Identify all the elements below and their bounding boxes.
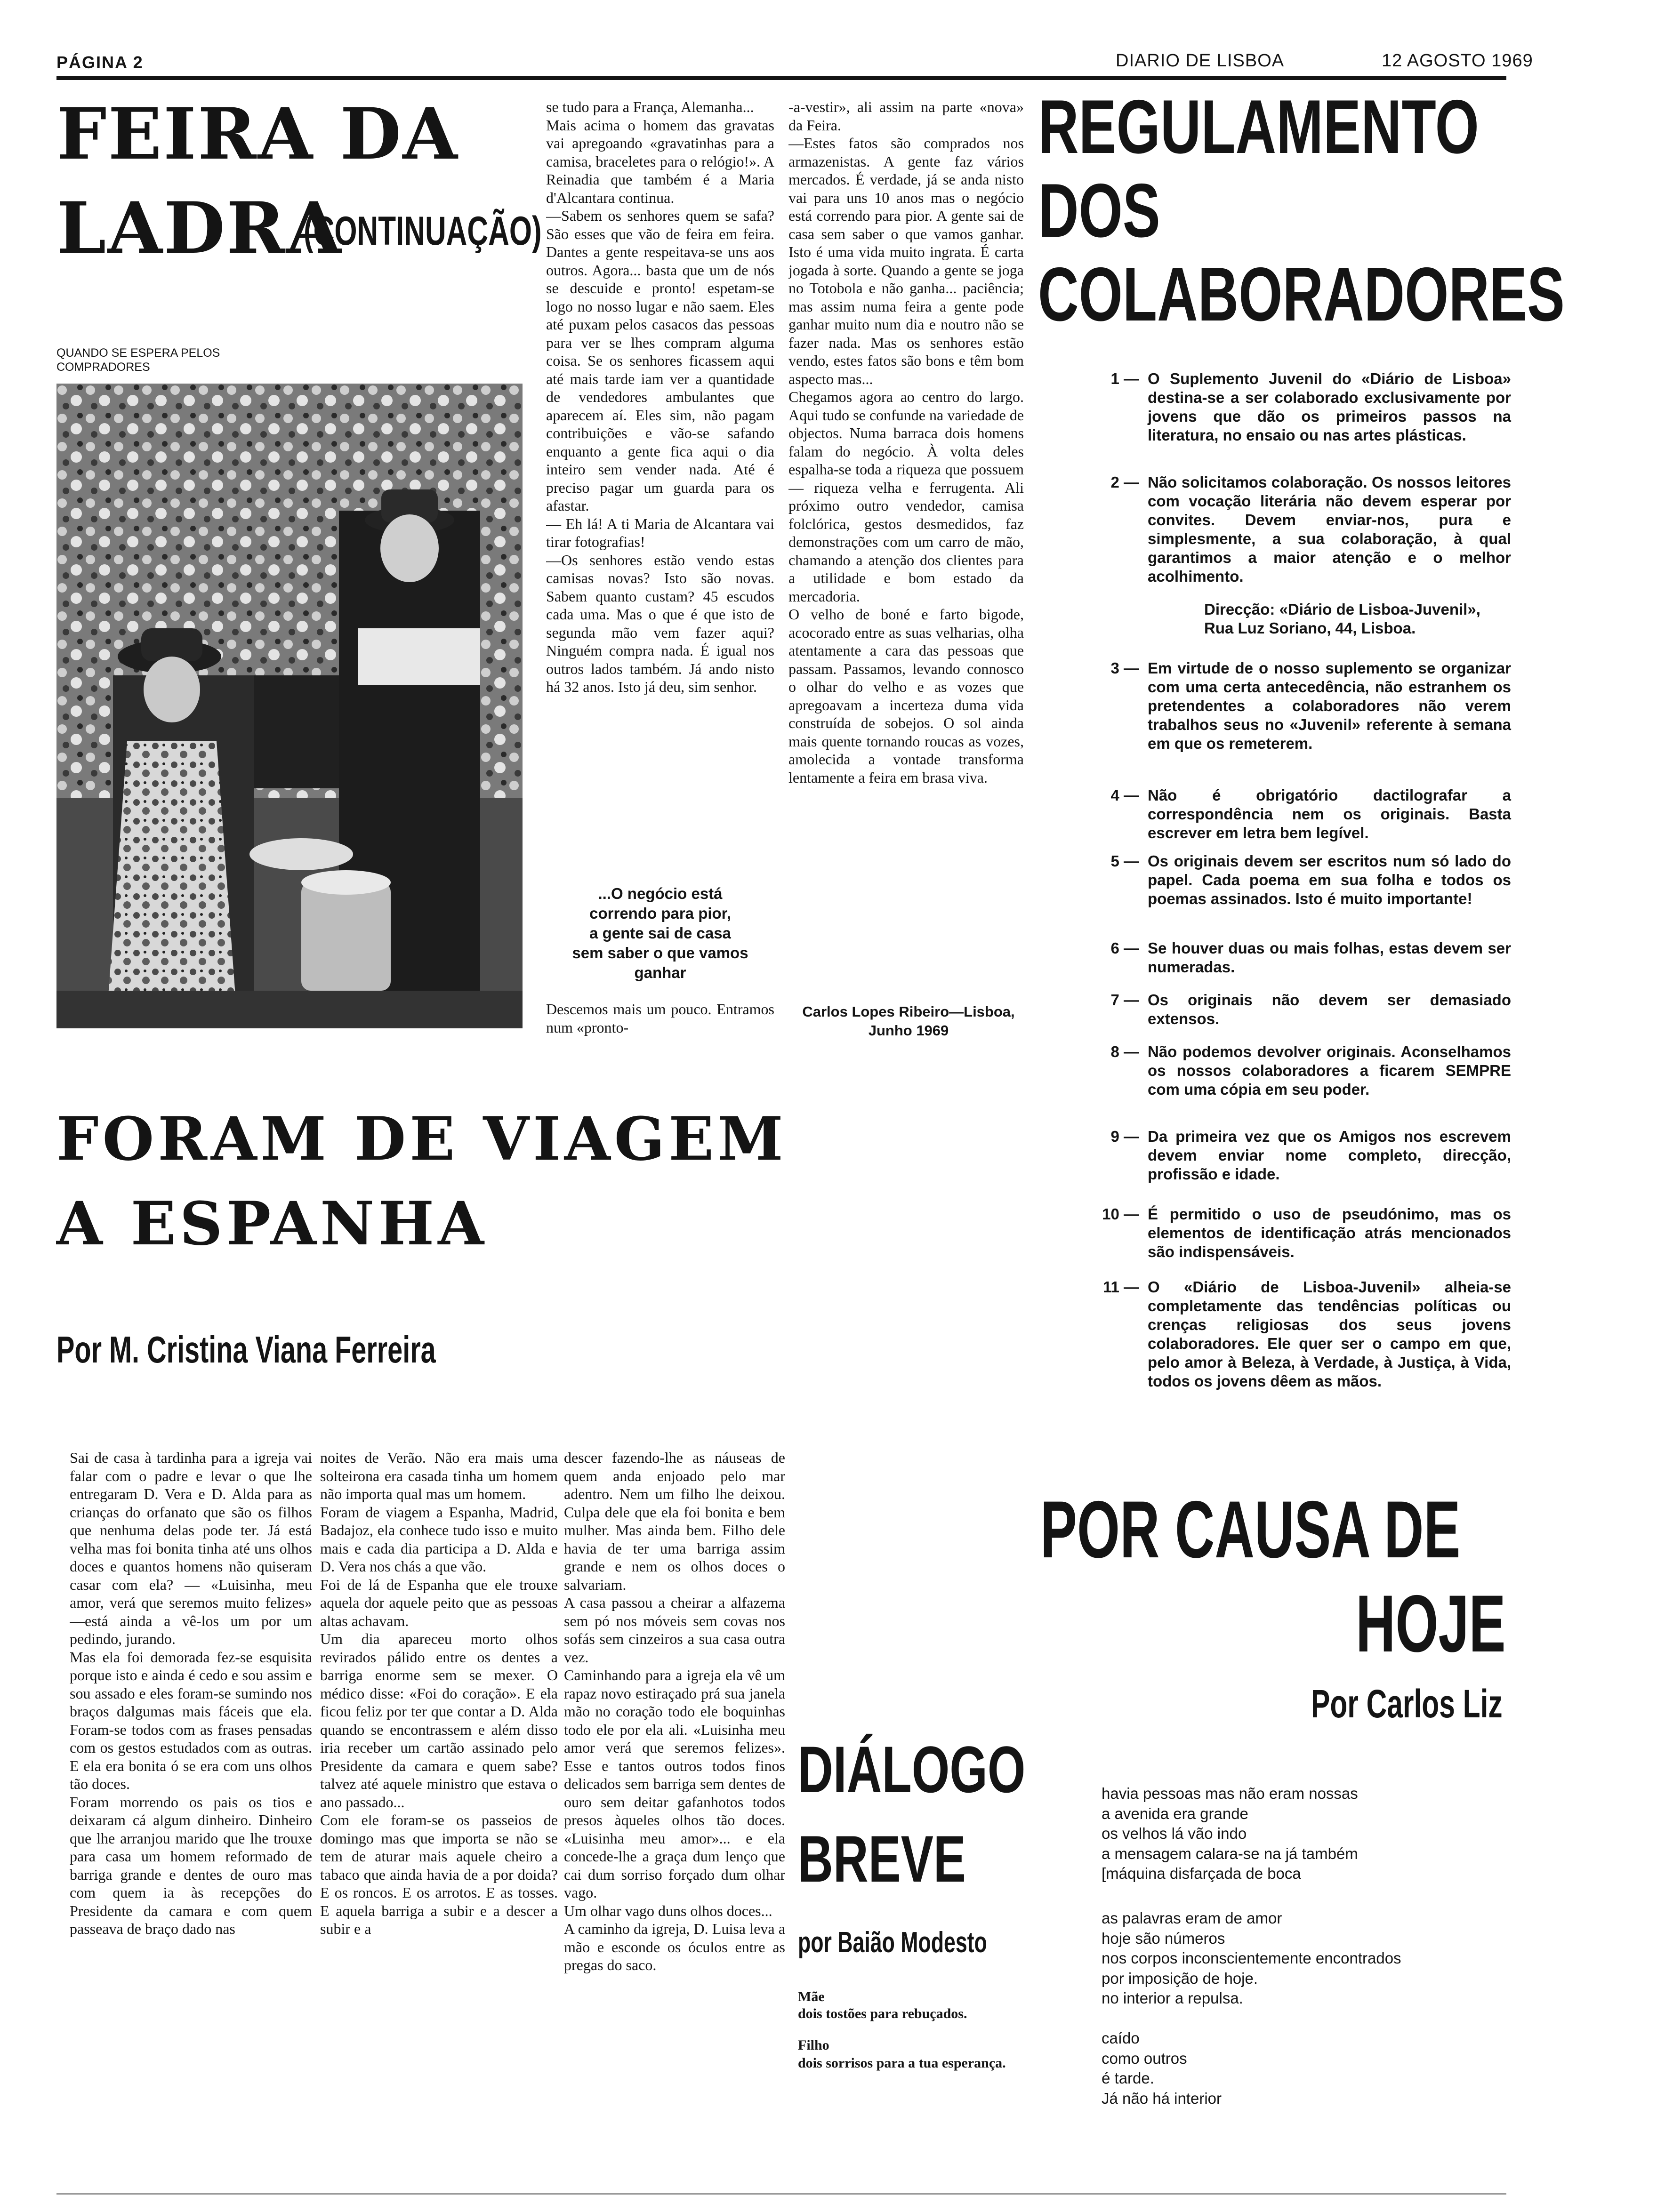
viagem-title-line2: A ESPANHA bbox=[56, 1189, 488, 1258]
causa-title-line2: HOJE bbox=[1356, 1579, 1506, 1669]
rule-item-1 bbox=[1087, 369, 1511, 445]
rule-number: 6 — bbox=[1110, 939, 1139, 957]
rule-number: 11 — bbox=[1102, 1278, 1139, 1296]
rule-item-7 bbox=[1087, 991, 1511, 1028]
regulamento-title-line1: REGULAMENTO bbox=[1038, 84, 1479, 169]
dialogo-title-line2: BREVE bbox=[798, 1822, 966, 1896]
market-vendors-illustration bbox=[56, 384, 523, 1028]
dialogo-line-son: dois sorrisos para a tua esperança. bbox=[798, 2055, 1006, 2071]
rule-number: 1 — bbox=[1110, 370, 1139, 387]
feira-column-1-end: Descemos mais um pouco. Entramos num «pronto- bbox=[546, 1001, 774, 1036]
feira-title-suffix: (CONTINUAÇÃO) bbox=[304, 208, 542, 254]
regulamento-title-line2: DOS bbox=[1038, 168, 1160, 253]
masthead-rule bbox=[56, 76, 1506, 80]
rule-item-10 bbox=[1087, 1205, 1511, 1261]
rule-item-3 bbox=[1087, 659, 1511, 753]
viagem-title-line1: FORAM DE VIAGEM bbox=[56, 1104, 787, 1174]
feira-headline bbox=[56, 93, 560, 275]
rule-number: 8 — bbox=[1110, 1043, 1139, 1060]
rule-text: É permitido o uso de pseudónimo, mas os elementos de identificação atrás mencionados são indispensáveis. bbox=[1148, 1205, 1511, 1260]
rule-item-6 bbox=[1087, 939, 1511, 977]
causa-stanza-1: havia pessoas mas não eram nossas a avenida era grande os velhos lá vão indo a mensagem calara-se na já também [máquina disfarçada de boca bbox=[1102, 1785, 1358, 1882]
rule-text: Os originais não devem ser demasiado extensos. bbox=[1148, 991, 1511, 1027]
bottom-border bbox=[56, 2193, 1506, 2195]
rule-text: O Suplemento Juvenil do «Diário de Lisboa» destina-se a ser colaborado exclusivamente por jovens que dão os primeiros passos na literatura, no ensaio ou nas artes plásticas. bbox=[1148, 370, 1511, 444]
rule-text: O «Diário de Lisboa-Juvenil» alheia-se completamente das tendências políticas ou crenças religiosas dos seus jovens colaboradores. Ele quer ser o campo em que, pelo amor à Beleza, à Verdade, à Justiça, à Vida, todos os jovens dêem as mãos. bbox=[1148, 1278, 1511, 1390]
viagem-column-2: noites de Verão. Não era mais uma solteirona era casada tinha um homem não importa qual mas um homem. Foram de viagem a Espanha, Madrid, Badajoz, ela conhece tudo isso e muito mais e cada dia participa a D. Alda e D. Vera nos chás a que vão. Foi de lá de Espanha que ele trouxe aquela dor aquele peito que as pessoas altas achavam. Um dia apareceu morto olhos revirados pálido entre os dentes a barriga enorme sem se mexer. O médico disse: «Foi do coração». E ela ficou feliz por ter que contar a D. Alda quando se encontrassem e além disso iria receber um cartão assinado pelo Presidente da camara e quem sabe? talvez até aquele ministro que estava o ano passado... Com ele foram-se os passeios de domingo mas que importa se não se tem de aturar mais aquele cheiro a tabaco que ainda havia de a por doida? E os roncos. E os arrotos. E as tosses. E aquela barriga a subir e a descer a subir e a bbox=[320, 1449, 558, 1937]
rule-number: 2 — bbox=[1110, 473, 1139, 491]
issue-date: 12 AGOSTO 1969 bbox=[1382, 51, 1533, 71]
regulamento-headline bbox=[1038, 84, 1565, 348]
feira-column-1: se tudo para a França, Alemanha... Mais acima o homem das gravatas vai apregoando «gravatinhas para a camisa, braceletes para o relógio!». A Reinadia que também é a Maria d'Alcantara continua. —Sabem os senhores quem se safa? São esses que vão de feira em feira. Dantes a gente respeitava-se uns aos outros. Agora... basta que um de nós se descuide e pronto! espetam-se logo no nosso lugar e não saem. Eles até puxam pelos casacos das pessoas para ver se lhes compram alguma coisa. Se os senhores ficassem aqui até mais tarde iam ver a quantidade de vendedores ambulantes que aparecem aí. Eles sim, não pagam contribuições e vão-se safando enquanto a gente fica aqui o dia inteiro sem vender nada. Até é preciso pagar um guarda para os afastar. — Eh lá! A ti Maria de Alcantara vai tirar fotografias! —Os senhores estão vendo estas camisas novas? Isto são novas. Sabem quanto custam? 45 escudos cada uma. Mas o que é que isto de segunda mão vem fazer aqui? Ninguém compra nada. É igual nos outros lados também. Já ando nisto há 32 anos. Isto já deu, sim senhor. bbox=[546, 98, 774, 695]
photo-caption: QUANDO SE ESPERA PELOS COMPRADORES bbox=[56, 346, 220, 374]
feira-title-line1: FEIRA DA bbox=[56, 93, 459, 176]
market-photo bbox=[56, 384, 523, 1028]
feira-column-2: -a-vestir», ali assim na parte «nova» da Feira. —Estes fatos são comprados nos armazenistas. A gente faz vários mercados. É verdade, já se anda nisto vai para uns 10 anos mas o negócio está correndo para pior. A gente sai de casa sem saber o que vamos ganhar. Isto é uma vida muito ingrata. É carta jogada à sorte. Quando a gente se joga no Totobola e não ganha... paciência; mas assim numa feira a gente pode ganhar muito num dia e noutro não se fazer nada. Mas os senhores estão vendo, estes fatos são bons e têm bom aspecto mas... Chegamos agora ao centro do largo. Aqui tudo se confunde na variedade de objectos. Numa barraca dois homens falam do negócio. À volta deles espalha-se toda a riqueza que possuem — riqueza velha e ferrugenta. Ali próximo outro vendedor, camisa folclórica, gestos desmedidos, faz demonstrações com um carro de mão, chamando a atenção dos clientes para a utilidade e bom estado da mercadoria. O velho de boné e farto bigode, acocorado entre as suas velharias, olha atentamente a cara das pessoas que passam. Passamos, levando connosco o olhar do velho e as vozes que apregoavam a incerteza duma vida construída de sobejos. O sol ainda mais quente tornando roucas as vozes, amolecida a vontade transforma lentamente a feira em brasa viva. bbox=[788, 98, 1024, 786]
feira-signature: Carlos Lopes Ribeiro—Lisboa, Junho 1969 bbox=[802, 1003, 1015, 1039]
rule-number: 5 — bbox=[1110, 852, 1139, 870]
rule-text: Não solicitamos colaboração. Os nossos leitores com vocação literária não devem esperar por convites. Devem enviar-nos, pura e simplesmente, a sua colaboração, à qual garantimos a maior atenção e o melhor acolhimento. bbox=[1148, 473, 1511, 585]
rule-text: Não podemos devolver originais. Aconselhamos os nossos colaboradores a ficarem SEMPRE com uma cópia em seu poder. bbox=[1148, 1043, 1511, 1098]
dialogo-title-line1: DIÁLOGO bbox=[798, 1732, 1026, 1806]
rule-text: Se houver duas ou mais folhas, estas devem ser numeradas. bbox=[1148, 939, 1511, 976]
rule-text: Direcção: «Diário de Lisboa-Juvenil», Rua Luz Soriano, 44, Lisboa. bbox=[1204, 601, 1480, 637]
regulamento-title-line3: COLABORADORES bbox=[1038, 252, 1565, 337]
rule-number: 3 — bbox=[1110, 659, 1139, 677]
rule-item-5 bbox=[1087, 852, 1511, 908]
rule-item-4 bbox=[1087, 786, 1511, 842]
viagem-column-1: Sai de casa à tardinha para a igreja vai falar com o padre e levar o que lhe entregaram D. Vera e D. Alda para as crianças do orfanato que são os filhos que nenhuma delas pode ter. Já está velha mas foi bonita tinha até uns olhos doces e quantos homens não quiseram casar com ela? — «Luisinha, meu amor, verá que seremos muito felizes» —está ainda a vê-los um por um pedindo, jurando. Mas ela foi demorada fez-se esquisita porque isto e ainda é cedo e sou assim e sou assado e eles foram-se sumindo nos braços dalgumas mais fáceis que ela. Foram-se todos com as frases pensadas com os gestos estudados com as outras. E ela era bonita ó se era com uns olhos tão doces. Foram morrendo os pais os tios e deixaram cá algum dinheiro. Dinheiro que lhe arranjou marido que lhe trouxe para casa um homem reformado de barriga grande e dentes de ouro mas com quem ia às recepções do Presidente da camara e com quem passeava de braço dado nas bbox=[70, 1449, 312, 1937]
dialogo-speaker-mother: Mãe bbox=[798, 1989, 825, 2004]
dialogo-speaker-son: Filho bbox=[798, 2037, 829, 2053]
rule-text: Em virtude de o nosso suplemento se organizar com uma certa antecedência, não estranhem os pretendentes a colaboradores não verem trabalhos seus no «Juvenil» referente à semana em que os remeterem. bbox=[1148, 659, 1511, 752]
dialogo-byline: por Baião Modesto bbox=[798, 1926, 987, 1959]
feira-pullquote: ...O negócio está correndo para pior, a gente sai de casa sem saber o que vamos ganhar bbox=[572, 885, 748, 981]
rule-number bbox=[1087, 600, 1148, 638]
causa-stanza-2: as palavras eram de amor hoje são números nos corpos inconscientemente encontrados por imposição de hoje. no interior a repulsa. bbox=[1102, 1909, 1401, 2007]
rule-item-8 bbox=[1087, 1042, 1511, 1099]
page-number: PÁGINA 2 bbox=[56, 53, 144, 72]
rule-item-11 bbox=[1087, 1278, 1511, 1391]
rule-text: Da primeira vez que os Amigos nos escrevem devem enviar nome completo, direcção, profissão e idade. bbox=[1148, 1128, 1511, 1183]
rule-number: 10 — bbox=[1102, 1205, 1139, 1223]
causa-title-line1: POR CAUSA DE bbox=[1040, 1484, 1461, 1575]
feira-title-line2: LADRA bbox=[56, 187, 343, 270]
rule-address bbox=[1087, 600, 1511, 638]
rule-item-9 bbox=[1087, 1127, 1511, 1184]
rule-number: 9 — bbox=[1110, 1128, 1139, 1145]
viagem-byline: Por M. Cristina Viana Ferreira bbox=[56, 1329, 436, 1370]
rule-item-2 bbox=[1087, 473, 1511, 586]
rule-text: Não é obrigatório dactilografar a correspondência nem os originais. Basta escrever em letra bem legível. bbox=[1148, 786, 1511, 842]
dialogo-line-mother: dois tostões para rebuçados. bbox=[798, 2006, 967, 2021]
viagem-column-3: descer fazendo-lhe as náuseas de quem anda enjoado pelo mar adentro. Nem um filho lhe deixou. Culpa dele que ela foi bonita e bem mulher. Mas ainda bem. Filho dele havia de ter uma barriga assim grande e nem os olhos doces o salvariam. A casa passou a cheirar a alfazema sem pó nos móveis sem covas nos sofás sem cinzeiros a sua casa outra vez. Caminhando para a igreja ela vê um rapaz novo estiraçado prá sua janela mão no coração todo ele boquinhas todo ele por ela ali. «Luisinha meu amor verá que seremos felizes». Esse e tantos outros todos finos delicados sem barriga sem dentes de ouro sem deitar gafanhotos todos presos àqueles olhos tão doces. «Luisinha meu amor»... e ela concede-lhe a graça dum lenço que cai dum sorriso forçado dum olhar vago. Um olhar vago duns olhos doces... A caminho da igreja, D. Luisa leva a mão e esconde os óculos entre as pregas do saco. bbox=[564, 1449, 785, 1973]
rule-number: 7 — bbox=[1110, 991, 1139, 1009]
newspaper-name: DIARIO DE LISBOA bbox=[1116, 51, 1285, 71]
rule-text: Os originais devem ser escritos num só lado do papel. Cada poema em sua folha e todos os poemas assinados. Isto é muito importante! bbox=[1148, 852, 1511, 907]
causa-byline: Por Carlos Liz bbox=[1311, 1682, 1503, 1726]
rule-number: 4 — bbox=[1110, 786, 1139, 804]
causa-stanza-3: caído como outros é tarde. Já não há interior bbox=[1102, 2029, 1222, 2107]
